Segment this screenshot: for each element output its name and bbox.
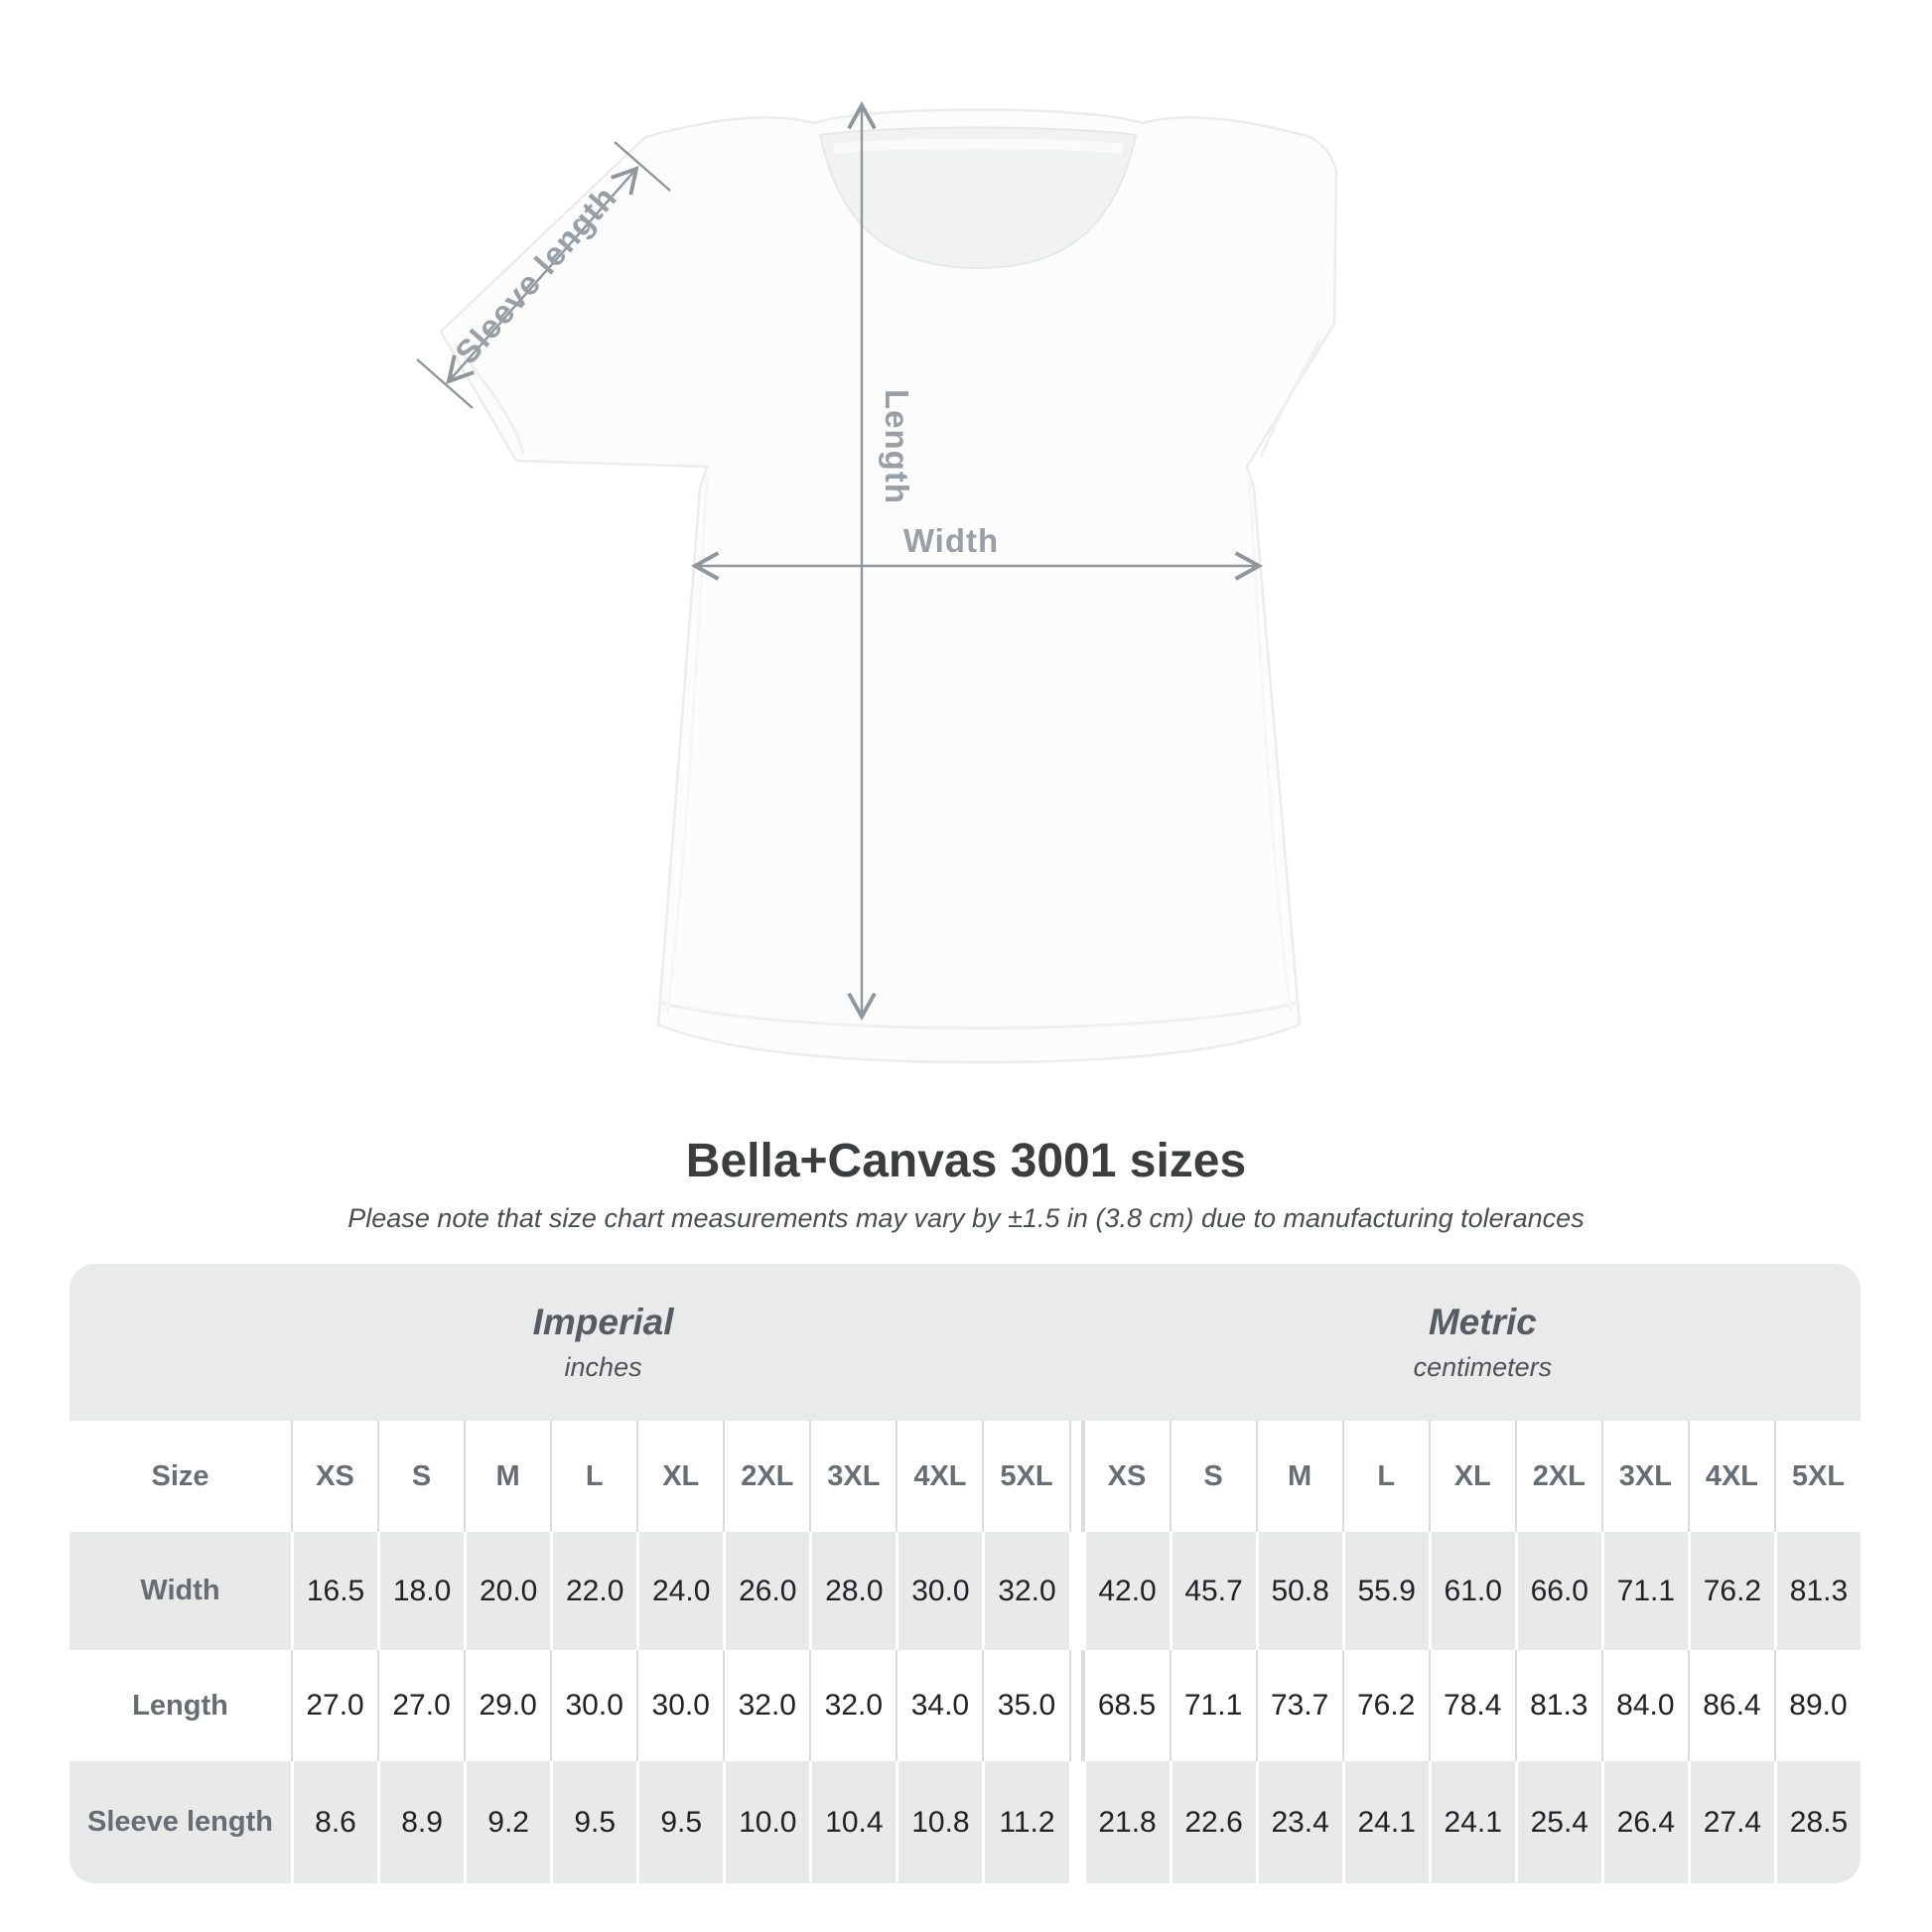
value-cell: 22.0 xyxy=(550,1532,636,1650)
value-cell: 27.0 xyxy=(377,1650,464,1761)
value-cell: 11.2 xyxy=(982,1761,1068,1883)
value-cell: 28.5 xyxy=(1774,1761,1861,1883)
page-title: Bella+Canvas 3001 sizes xyxy=(685,1135,1247,1187)
size-cell: XS xyxy=(1083,1421,1170,1532)
value-cell: 22.6 xyxy=(1170,1761,1256,1883)
row-label: Size xyxy=(151,1459,209,1492)
value-cell: 35.0 xyxy=(982,1650,1068,1761)
value-cell: 8.9 xyxy=(377,1761,464,1883)
row-label: Sleeve length xyxy=(87,1806,273,1838)
value-cell: 20.0 xyxy=(464,1532,550,1650)
value-cell: 18.0 xyxy=(377,1532,464,1650)
value-cell: 30.0 xyxy=(550,1650,636,1761)
value-cell: 29.0 xyxy=(464,1650,550,1761)
value-cell: 86.4 xyxy=(1688,1650,1774,1761)
value-cell: 84.0 xyxy=(1601,1650,1688,1761)
value-cell: 55.9 xyxy=(1342,1532,1429,1650)
size-cell: M xyxy=(464,1421,550,1532)
value-cell: 24.1 xyxy=(1342,1761,1429,1883)
value-cell: 73.7 xyxy=(1256,1650,1342,1761)
value-cell: 45.7 xyxy=(1170,1532,1256,1650)
value-cell: 9.5 xyxy=(636,1761,723,1883)
value-cell: 16.5 xyxy=(291,1532,377,1650)
units-header-band xyxy=(69,1264,1861,1421)
size-cell: L xyxy=(550,1421,636,1532)
size-cell: 3XL xyxy=(809,1421,896,1532)
width-row xyxy=(69,1532,1861,1650)
size-cell: M xyxy=(1256,1421,1342,1532)
imperial-units-label: inches xyxy=(564,1351,642,1382)
sleeve-length-row xyxy=(69,1761,1861,1883)
value-cell: 32.0 xyxy=(982,1532,1068,1650)
value-cell: 34.0 xyxy=(896,1650,982,1761)
value-cell: 26.0 xyxy=(723,1532,809,1650)
size-cell: 3XL xyxy=(1601,1421,1688,1532)
size-cell: 5XL xyxy=(1774,1421,1861,1532)
value-cell: 23.4 xyxy=(1256,1761,1342,1883)
section-divider xyxy=(1069,1532,1083,1650)
value-cell: 32.0 xyxy=(809,1650,896,1761)
value-cell: 21.8 xyxy=(1083,1761,1170,1883)
size-cell: 2XL xyxy=(723,1421,809,1532)
size-header-row xyxy=(69,1421,1861,1532)
length-label: Length xyxy=(879,389,915,504)
size-table xyxy=(69,1264,1861,1883)
length-row xyxy=(69,1650,1861,1761)
section-divider xyxy=(1069,1761,1083,1883)
size-cell: 4XL xyxy=(1688,1421,1774,1532)
value-cell: 28.0 xyxy=(809,1532,896,1650)
size-cell: L xyxy=(1342,1421,1429,1532)
value-cell: 9.2 xyxy=(464,1761,550,1883)
value-cell: 27.0 xyxy=(291,1650,377,1761)
value-cell: 24.1 xyxy=(1429,1761,1515,1883)
size-cell: XS xyxy=(291,1421,377,1532)
value-cell: 81.3 xyxy=(1515,1650,1601,1761)
value-cell: 32.0 xyxy=(723,1650,809,1761)
value-cell: 25.4 xyxy=(1515,1761,1601,1883)
section-divider xyxy=(1069,1650,1083,1761)
value-cell: 76.2 xyxy=(1342,1650,1429,1761)
size-cell: 4XL xyxy=(896,1421,982,1532)
value-cell: 66.0 xyxy=(1515,1532,1601,1650)
value-cell: 71.1 xyxy=(1170,1650,1256,1761)
value-cell: 81.3 xyxy=(1774,1532,1861,1650)
value-cell: 89.0 xyxy=(1774,1650,1861,1761)
section-divider xyxy=(1069,1421,1083,1532)
size-cell: XL xyxy=(636,1421,723,1532)
value-cell: 71.1 xyxy=(1601,1532,1688,1650)
metric-section-header xyxy=(1414,1264,1553,1421)
value-cell: 61.0 xyxy=(1429,1532,1515,1650)
page-subtitle: Please note that size chart measurements may vary by ±1.5 in (3.8 cm) due to manufacturing tolerances xyxy=(347,1203,1585,1233)
value-cell: 42.0 xyxy=(1083,1532,1170,1650)
imperial-section-header xyxy=(533,1264,674,1421)
value-cell: 10.8 xyxy=(896,1761,982,1883)
width-label: Width xyxy=(902,522,1000,559)
value-cell: 27.4 xyxy=(1688,1761,1774,1883)
value-cell: 50.8 xyxy=(1256,1532,1342,1650)
size-cell: 2XL xyxy=(1515,1421,1601,1532)
value-cell: 78.4 xyxy=(1429,1650,1515,1761)
size-cell: XL xyxy=(1429,1421,1515,1532)
metric-units-label: centimeters xyxy=(1413,1351,1553,1382)
value-cell: 9.5 xyxy=(550,1761,636,1883)
imperial-label: Imperial xyxy=(532,1302,674,1343)
value-cell: 10.4 xyxy=(809,1761,896,1883)
size-cell: S xyxy=(1170,1421,1256,1532)
value-cell: 30.0 xyxy=(896,1532,982,1650)
row-label: Width xyxy=(140,1575,220,1606)
value-cell: 26.4 xyxy=(1601,1761,1688,1883)
value-cell: 30.0 xyxy=(636,1650,723,1761)
metric-label: Metric xyxy=(1428,1302,1537,1343)
sleeve-length-label: Sleeve length xyxy=(447,178,624,371)
value-cell: 24.0 xyxy=(636,1532,723,1650)
size-cell: 5XL xyxy=(982,1421,1068,1532)
value-cell: 68.5 xyxy=(1083,1650,1170,1761)
size-cell: S xyxy=(377,1421,464,1532)
value-cell: 10.0 xyxy=(723,1761,809,1883)
row-label: Length xyxy=(132,1689,228,1722)
value-cell: 76.2 xyxy=(1688,1532,1774,1650)
value-cell: 8.6 xyxy=(291,1761,377,1883)
